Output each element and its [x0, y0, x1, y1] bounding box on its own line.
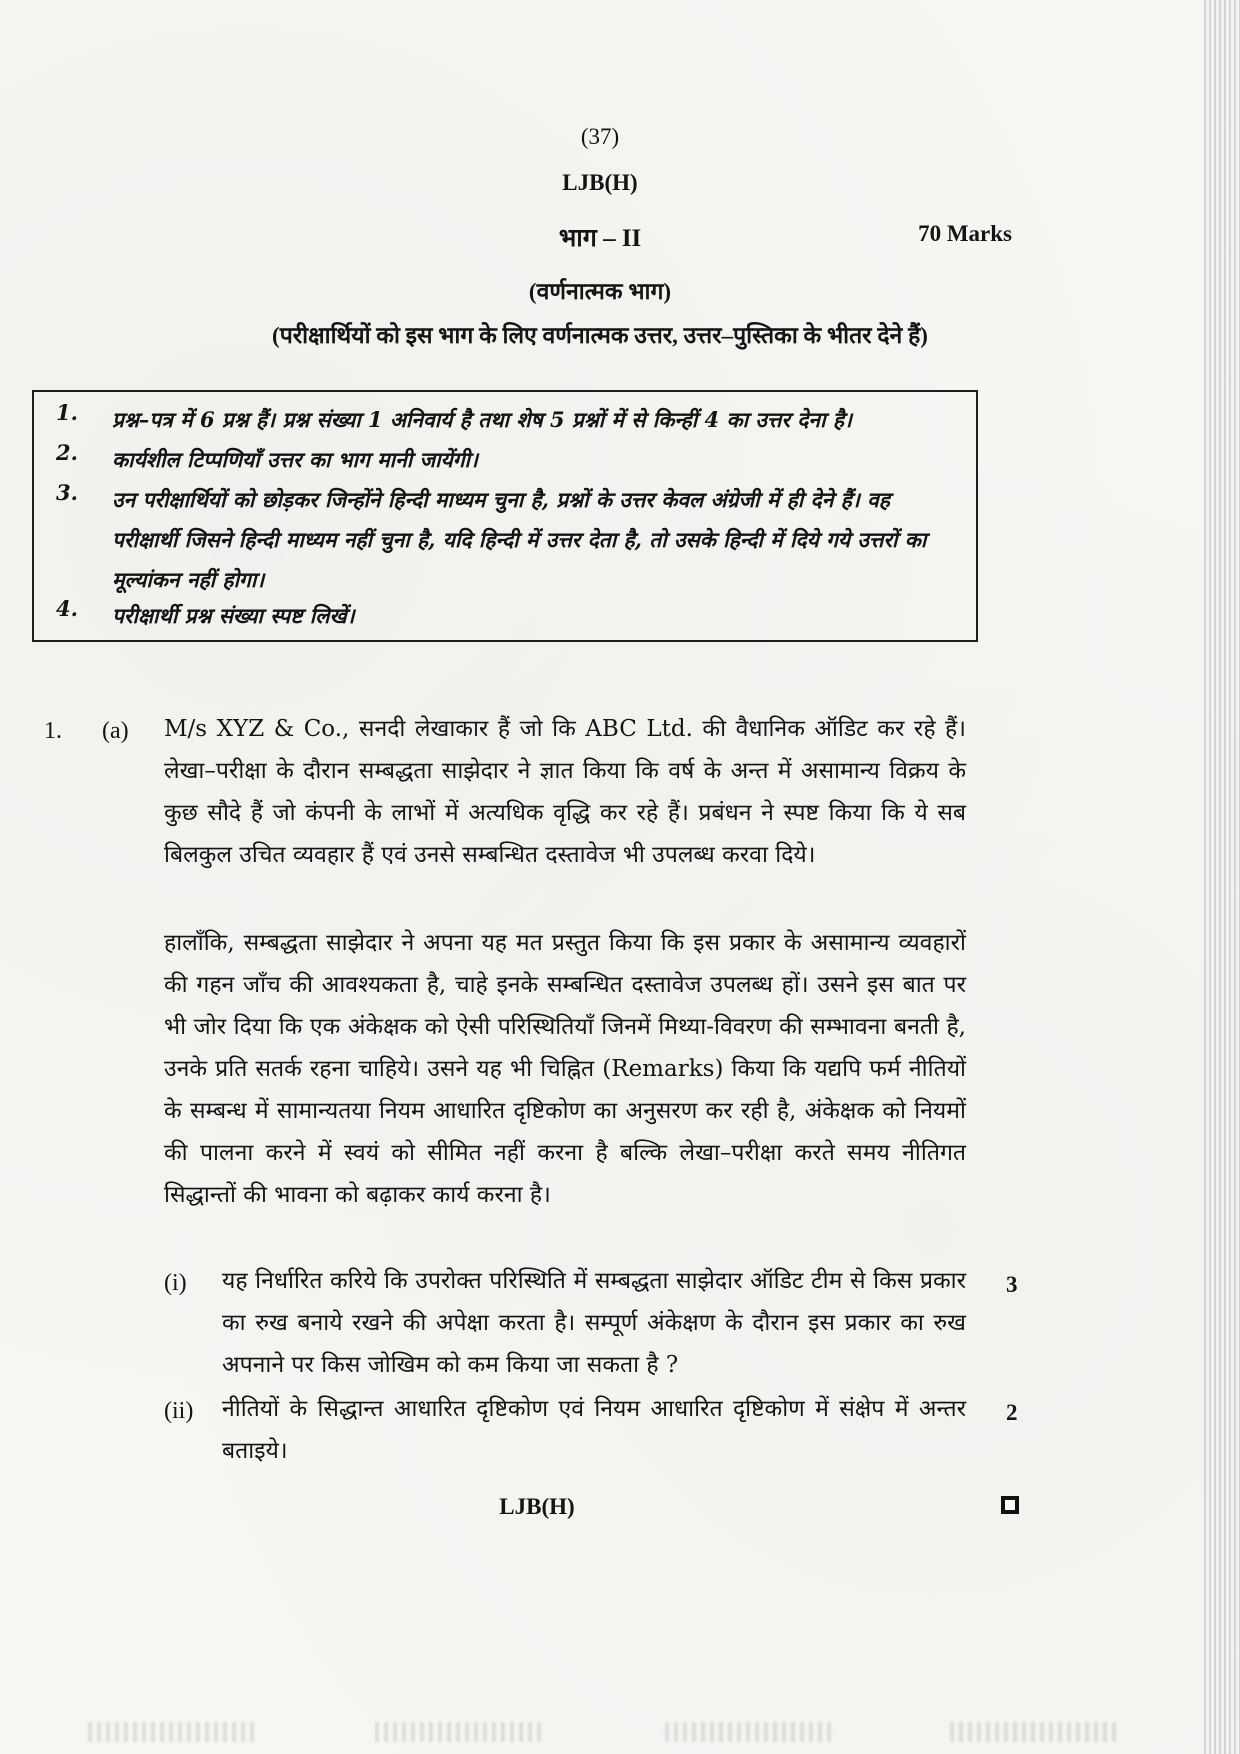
subquestion-marks: 2 — [1006, 1400, 1018, 1425]
instruction-number: 2. — [56, 440, 78, 465]
scan-artifact — [375, 1722, 545, 1742]
instruction-number: 3. — [56, 480, 78, 505]
question-number: 1. — [44, 718, 62, 744]
paper-code: LJB(H) — [562, 170, 638, 195]
square-icon — [1001, 1496, 1019, 1514]
subquestion-text: यह निर्धारित करिये कि उपरोक्त परिस्थिति में सम्बद्धता साझेदार ऑडिट टीम से किस प्रकार का रुख बनाये रखने की अपेक्षा करता है। सम्पूर्ण अंकेक्षण के दौरान इस प्रकार का रुख अपनाने पर किस जोखिम को कम किया जा सकता है ? — [222, 1268, 966, 1378]
scan-artifact — [950, 1722, 1120, 1742]
subquestion-marks: 3 — [1006, 1272, 1018, 1297]
scan-artifact — [88, 1722, 258, 1742]
instruction-text: प्रश्न–पत्र में 6 प्रश्न हैं। प्रश्न संख्या 1 अनिवार्य है तथा शेष 5 प्रश्नों में से किन्हीं 4 का उत्तर देना है। — [112, 407, 852, 432]
instructions-box — [32, 390, 978, 642]
question-part: (a) — [102, 718, 129, 744]
subquestion-label: (i) — [164, 1270, 187, 1296]
instruction-text: उन परीक्षार्थियों को छोड़कर जिन्होंने हिन्दी माध्यम चुना है, प्रश्नों के उत्तर केवल अंग्रेजी में ही देने हैं। वह परीक्षार्थी जिसने हिन्दी माध्यम नहीं चुना है, यदि हिन्दी में उत्तर देता है, तो उसके हिन्दी में दिये गये उत्तरों का मूल्यांकन नहीं होगा। — [112, 487, 927, 592]
subquestion-label: (ii) — [164, 1398, 194, 1424]
scan-artifact — [665, 1722, 835, 1742]
subquestion-text: नीतियों के सिद्धान्त आधारित दृष्टिकोण एवं नियम आधारित दृष्टिकोण में संक्षेप में अन्तर बताइये। — [222, 1396, 966, 1464]
instruction-text: परीक्षार्थी प्रश्न संख्या स्पष्ट लिखें। — [112, 603, 355, 628]
instruction-number: 1. — [56, 400, 78, 425]
section-note: (परीक्षार्थियों को इस भाग के लिए वर्णनात्मक उत्तर, उत्तर–पुस्तिका के भीतर देने हैं) — [272, 323, 928, 348]
question-paragraph: हालाँकि, सम्बद्धता साझेदार ने अपना यह मत प्रस्तुत किया कि इस प्रकार के असामान्य व्यवहारों की गहन जाँच की आवश्यकता है, चाहे इनके सम्बन्धित दस्तावेज उपलब्ध हों। उसने इस बात पर भी जोर दिया कि एक अंकेक्षक को ऐसी परिस्थितियाँ जिनमें मिथ्या-विवरण की सम्भावना बनती है, उनके प्रति सतर्क रहना चाहिये। उसने यह भी चिह्नित (Remarks) किया कि यद्यपि फर्म नीतियों के सम्बन्ध में सामान्यतया नियम आधारित दृष्टिकोण का अनुसरण कर रही है, अंकेक्षक को नियमों की पालना करने में स्वयं को सीमित नहीं करना है बल्कि लेखा–परीक्षा करते समय नीतिगत सिद्धान्तों की भावना को बढ़ाकर कार्य करना है। — [164, 930, 966, 1208]
binding-edge — [1204, 0, 1240, 1754]
instruction-text: कार्यशील टिप्पणियाँ उत्तर का भाग मानी जायेंगी। — [112, 447, 478, 472]
total-marks: 70 Marks — [918, 221, 1012, 246]
question-paragraph: M/s XYZ & Co., सनदी लेखाकार हैं जो कि ABC Ltd. की वैधानिक ऑडिट कर रहे हैं। लेखा–परीक्षा के दौरान सम्बद्धता साझेदार ने ज्ञात किया कि वर्ष के अन्त में असामान्य विक्रय के कुछ सौदे हैं जो कंपनी के लाभों में अत्यधिक वृद्धि कर रहे हैं। प्रबंधन ने स्पष्ट किया कि ये सब बिलकुल उचित व्यवहार हैं एवं उनसे सम्बन्धित दस्तावेज भी उपलब्ध करवा दिये। — [164, 716, 966, 868]
section-subtitle: (वर्णनात्मक भाग) — [528, 279, 672, 304]
instruction-number: 4. — [56, 596, 78, 621]
page-number: (37) — [580, 124, 620, 149]
part-title: भाग – II — [558, 225, 642, 252]
footer-paper-code: LJB(H) — [499, 1494, 575, 1519]
